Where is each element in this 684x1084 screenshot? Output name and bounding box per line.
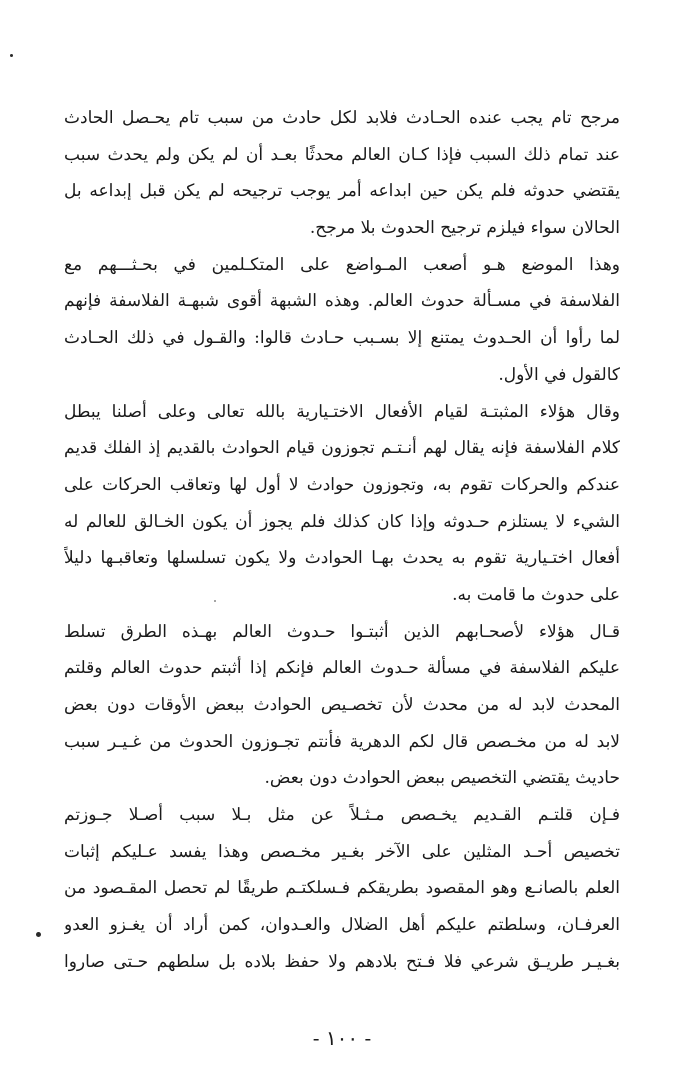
text-line: العلم بالصانـع وهو المقصود بطريقكم فـسلكتـم طريقًا لم تحصل المقـصود من bbox=[64, 878, 620, 899]
text-line: لابد له من مخـصص قال لكم الدهرية فأنتم تجـوزون الحدوث من غـيـر سبب bbox=[64, 731, 620, 752]
text-line: وهذا الموضع هـو أصعب المـواضع على المتكـلمين في بحـثـــهم مع bbox=[64, 254, 620, 275]
text-line: الشيء لا يستلزم حـدوثه وإذا كان كذلك فلم يجوز أن يكون الخـالق للعالم له bbox=[64, 511, 620, 532]
text-line: فـإن قلتـم القـديم يخـصص مـثـلاً عن مثل بـلا سبب أصـلا جـوزتم bbox=[64, 805, 620, 826]
text-line: تخصيص أحـد المثلين على الآخر بغـير مخـصص وهذا يفسد عـليكم إثبات bbox=[64, 841, 620, 862]
text-line: كالقول في الأول. bbox=[498, 364, 620, 385]
scan-speck bbox=[214, 600, 216, 602]
scan-speck bbox=[36, 932, 41, 937]
text-line: أفعال اختـيارية تقوم به يحدث بهـا الحوادث ولا يكون تسلسلها وتعاقبـها دليلاً bbox=[64, 548, 620, 569]
text-line: وقال هؤلاء المثبتـة لقيام الأفعال الاختـيارية بالله تعالى وعلى أصلنا يبطل bbox=[64, 401, 620, 422]
text-line: بغـيـر طريـق شرعي فلا فـتح بلادهم ولا حفظ بلاده بل سلطهم حـتى صاروا bbox=[64, 951, 620, 972]
text-line: على حدوث ما قامت به. bbox=[452, 584, 620, 605]
text-line: المحدث لابد له من محدث لأن تخصـيص الحوادث ببعض الأوقات دون بعض bbox=[64, 695, 620, 715]
text-line: عليكم الفلاسفة في مسألة حـدوث العالم فإنكم إذا أثبتم حدوث العالم وقلتم bbox=[64, 658, 620, 679]
text-line: يقتضي حدوثه فلم يكن حين ابداعه أمر يوجب ترجيحه لم يكن قبل إبداعه بل bbox=[64, 181, 620, 202]
scan-speck bbox=[10, 54, 13, 57]
text-line: عند تمام ذلك السبب فإذا كـان العالم محدثًا بعـد أن لم يكن ولم يحدث سبب bbox=[64, 144, 620, 165]
text-line: عندكم والحركات تقوم به، وتجوزون حوادث لا أول لها وتعاقب الحركات على bbox=[64, 474, 620, 495]
text-line: قـال هؤلاء لأصحـابهم الذين أثبتـوا حـدوث العالم بهـذه الطرق تسلط bbox=[64, 621, 620, 642]
text-line: الحالان سواء فيلزم ترجيح الحدوث بلا مرجح. bbox=[309, 218, 620, 239]
page-body bbox=[64, 100, 620, 981]
text-line: حاديث يقتضي التخصيص ببعض الحوادث دون بعض. bbox=[264, 768, 620, 789]
text-line: مرجح تام يجب عنده الحـادث فلابد لكل حادث من سبب تام يحـصل الحادث bbox=[64, 108, 620, 128]
text-line: العرفـان، وسلطتم عليكم أهل الضلال والعـدوان، كمن أراد أن يغـزو العدو bbox=[64, 915, 620, 936]
text-line: كلام الفلاسفة فإنه يقال لهم أنـتـم تجوزون قيام الحوادث بالقديم إذ الفلك قديم bbox=[64, 438, 620, 459]
text-line: لما رأوا أن الحـدوث يمتنع إلا بسـبب حـادث قالوا: والقـول في ذلك الحـادث bbox=[64, 328, 620, 349]
page-number: - ١٠٠ - bbox=[312, 1026, 372, 1050]
text-line: الفلاسفة في مسـألة حدوث العالم. وهذه الشبهة أقوى شبهـة الفلاسفة فإنهم bbox=[64, 291, 620, 312]
